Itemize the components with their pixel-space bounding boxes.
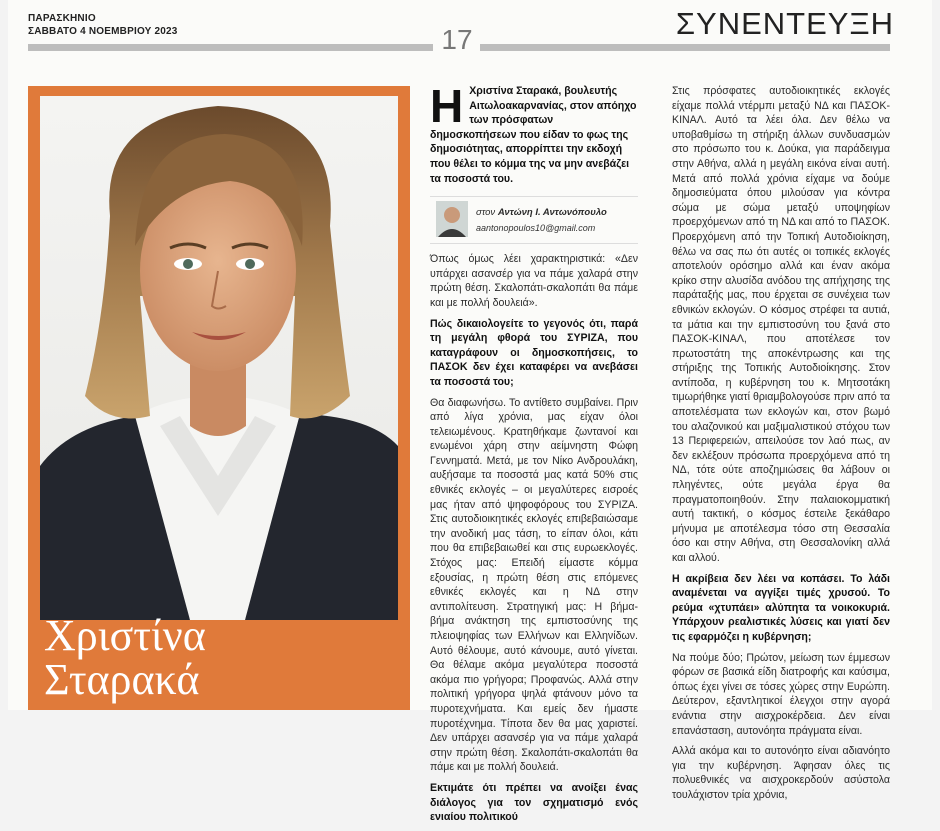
author-avatar — [436, 201, 468, 237]
paragraph: Θα διαφωνήσω. Το αντίθετο συμβαίνει. Πριν από λίγα χρόνια, μας είχαν όλοι τελειωμένους. Κρατηθήκαμε ζωντανοί και ενωμένοι χάρη στην αείμνηστη Φώφη Γεννηματά. Μετά, με τον Νίκο Ανδρουλάκη, αυξήσαμε τα ποσοστά μας κατά 50% στις εθνικές εκλογές – οι μεγαλύτερες εισροές μας ήταν από ψηφοφόρους του ΣΥΡΙΖΑ. Στις αυτοδιοικητικές εκλογές επιβεβαιώσαμε την ανοδική μας τάση, το είπαν όλοι, κάτι που θα επιβεβαιωθεί και στις ευρωεκλογές. Στόχος μας: Επειδή είμαστε κόμμα εξουσίας, η πρώτη θέση στις επόμενες εθνικές εκλογές και η ΝΔ στην αντιπολίτευση. Στρατηγική μας: Η βήμα-βήμα ανάκτηση της εμπιστοσύνης της πλειοψηφίας των Ελλήνων και Ελληνίδων. Αυτό θέλουμε, αυτό κάνουμε, αυτό γίνεται. Θα θέλαμε ακόμα μεγαλύτερα ποσοστά ακόμα πιο γρήγορα; Προφανώς. Αλλά στην πολιτική γρήγορα ψηλά φτάνουν μόνο τα πυροτεχνήματα. Και εμείς δεν ήμαστε πυροτέχνημα. Τίποτα δεν θα μας χαριστεί. Δεν υπάρχει ασανσέρ για να πάμε χαλαρά στην πρώτη θέση. Σκαλοπάτι-σκαλοπάτι θα πάμε και με πολλή δουλειά. — [430, 396, 638, 774]
author-email[interactable]: aantonopoulos10@gmail.com — [476, 223, 596, 234]
header-rule-right — [480, 44, 890, 51]
drop-cap: Η — [430, 80, 464, 132]
masthead — [28, 12, 178, 38]
section-title: ΣΥΝΕΝΤΕΥΞΗ — [675, 6, 894, 41]
paragraph: Στις πρόσφατες αυτοδιοικητικές εκλογές είχαμε πολλά ντέρμπι μεταξύ ΝΔ και ΠΑΣΟΚ-ΚΙΝΑΛ. Αυτό τα λέει όλα. Δεν θέλω να υποβαθμίσω τη στήριξη άλλων συνδυασμών στο πρόσωπο του κ. Δούκα, για παράδειγμα στην Αθήνα, αλλά η μεγάλη εικόνα είναι αυτή. Μετά από πολλά χρόνια είχαμε να δούμε δημοσιεύματα όπου μιλούσαν για κόντρα σώμα με σώμα μεταξύ υποψηφίων προερχόμενων από τη ΝΔ και από το ΠΑΣΟΚ. Προερχόμενη από την Τοπική Αυτοδιοίκηση, θέλω να σας πω ότι αυτές οι τοπικές εκλογές αποτελούν ορόσημο αλλά και έναν ακόμα κρίκο στην αλυσίδα ανόδου της απήχησης της παράταξής μας, που έρχεται σε συνέχεια των εθνικών εκλογών. Ο κόσμος στρέφει τα αυτιά, τα μάτια και την εμπιστοσύνη του ξανά στο ΠΑΣΟΚ-ΚΙΝΑΛ, που αποτέλεσε τον πρωτοστάτη της αποκέντρωσης και της στήριξης της Τοπικής Αυτοδιοίκησης. Στον αντίποδα, η κυβέρνηση του κ. Μητσοτάκη τιμωρήθηκε γιατί θριαμβολογούσε πριν από τα αποτελέσματα των εκλογών και, στον βωμό του αλαζονικού και μαξιμαλιστικού στόχου των 13 Περιφερειών, απειλούσε τον λαό πως, αν δεν εκλέξουν πρόσωπα προερχόμενα από τη ΝΔ, τότε ούτε αποζημιώσεις θα λάβουν οι πληγέντες, ούτε μεγάλα έργα θα πραγματοποιηθούν. Στην παλαιοκομματική αυτή τακτική, ο κόσμος έστειλε ξεκάθαρο μήνυμα με αποτέλεσμα τόσο στη Θεσσαλία όσο και στην Αθήνα, στη Θεσσαλονίκη αλλά και αλλού. — [672, 85, 890, 564]
portrait-panel — [28, 86, 410, 710]
author-name: στον Αντώνη Ι. Αντωνόπουλο — [476, 207, 607, 219]
name-line-1: Χριστίνα — [44, 611, 206, 660]
author-byline — [430, 196, 638, 244]
issue-date: ΣΑΒΒΑΤΟ 4 ΝΟΕΜΒΡΙΟΥ 2023 — [28, 26, 178, 37]
question: Εκτιμάτε ότι πρέπει να ανοίξει ένας διάλογος για τον σχηματισμό ενός ενιαίου πολιτικού — [430, 781, 638, 824]
name-line-2: Σταρακά — [44, 655, 200, 704]
question: Η ακρίβεια δεν λέει να κοπάσει. Το λάδι αναμένεται να αγγίξει τιμές χρυσού. Το ρεύμα «χτυπάει» αλύπητα τα νοικοκυριά. Υπάρχουν ρεαλιστικές λύσεις και γιατί δεν τις εφαρμόζει η κυβέρνηση; — [672, 572, 890, 643]
paragraph: Να πούμε δύο; Πρώτον, μείωση των έμμεσων φόρων σε βασικά είδη διατροφής και καύσιμα, όπως έχει γίνει σε τόσες χώρες στην Ευρώπη. Δεύτερον, εξαντλητικοί έλεγχοι στην αγορά ενάντια στην αισχροκέρδεια. Δεν είναι επανάσταση, αυτονόητα πράγματα είναι. — [672, 651, 890, 737]
paragraph: Όπως όμως λέει χαρακτηριστικά: «Δεν υπάρχει ασανσέρ για να πάμε χαλαρά στην πρώτη θέση. Σκαλοπάτι-σκαλοπάτι θα πάμε και με πολλή δουλειά». — [430, 253, 638, 309]
section-label: ΠΑΡΑΣΚΗΝΙΟ — [28, 13, 96, 24]
portrait-photo — [40, 96, 398, 620]
newspaper-page — [8, 0, 932, 824]
article-column-2 — [672, 84, 890, 809]
lead-text: Χριστίνα Σταρακά, βουλευτής Αιτωλοακαρνανίας, στον απόηχο των πρόσφατων δημοσκοπήσεων που είδαν το φως της δημοσιότητας, απορρίπτει την εκδοχή που θέλει το κόμμα της να μην ανεβάζει τα ποσοστά του. — [430, 85, 637, 185]
page-number: 17 — [441, 24, 473, 55]
article-column-1 — [430, 80, 638, 831]
paragraph: Αλλά ακόμα και το αυτονόητο είναι αδιανόητο για την κυβέρνηση. Άφησαν όλες τις πολυεθνικές να αισχροκερδούν ασύστολα τουλάχιστον τρία χρόνια, — [672, 745, 890, 801]
header-rule-left — [28, 44, 433, 51]
question: Πώς δικαιολογείτε το γεγονός ότι, παρά τη μεγάλη φθορά του ΣΥΡΙΖΑ, που καταγράφουν οι δημοσκοπήσεις, το ΠΑΣΟΚ δεν έχει καταφέρει να ανεβάσει τα ποσοστά του; — [430, 317, 638, 388]
interviewee-name — [44, 611, 206, 704]
article-lead — [430, 80, 638, 186]
